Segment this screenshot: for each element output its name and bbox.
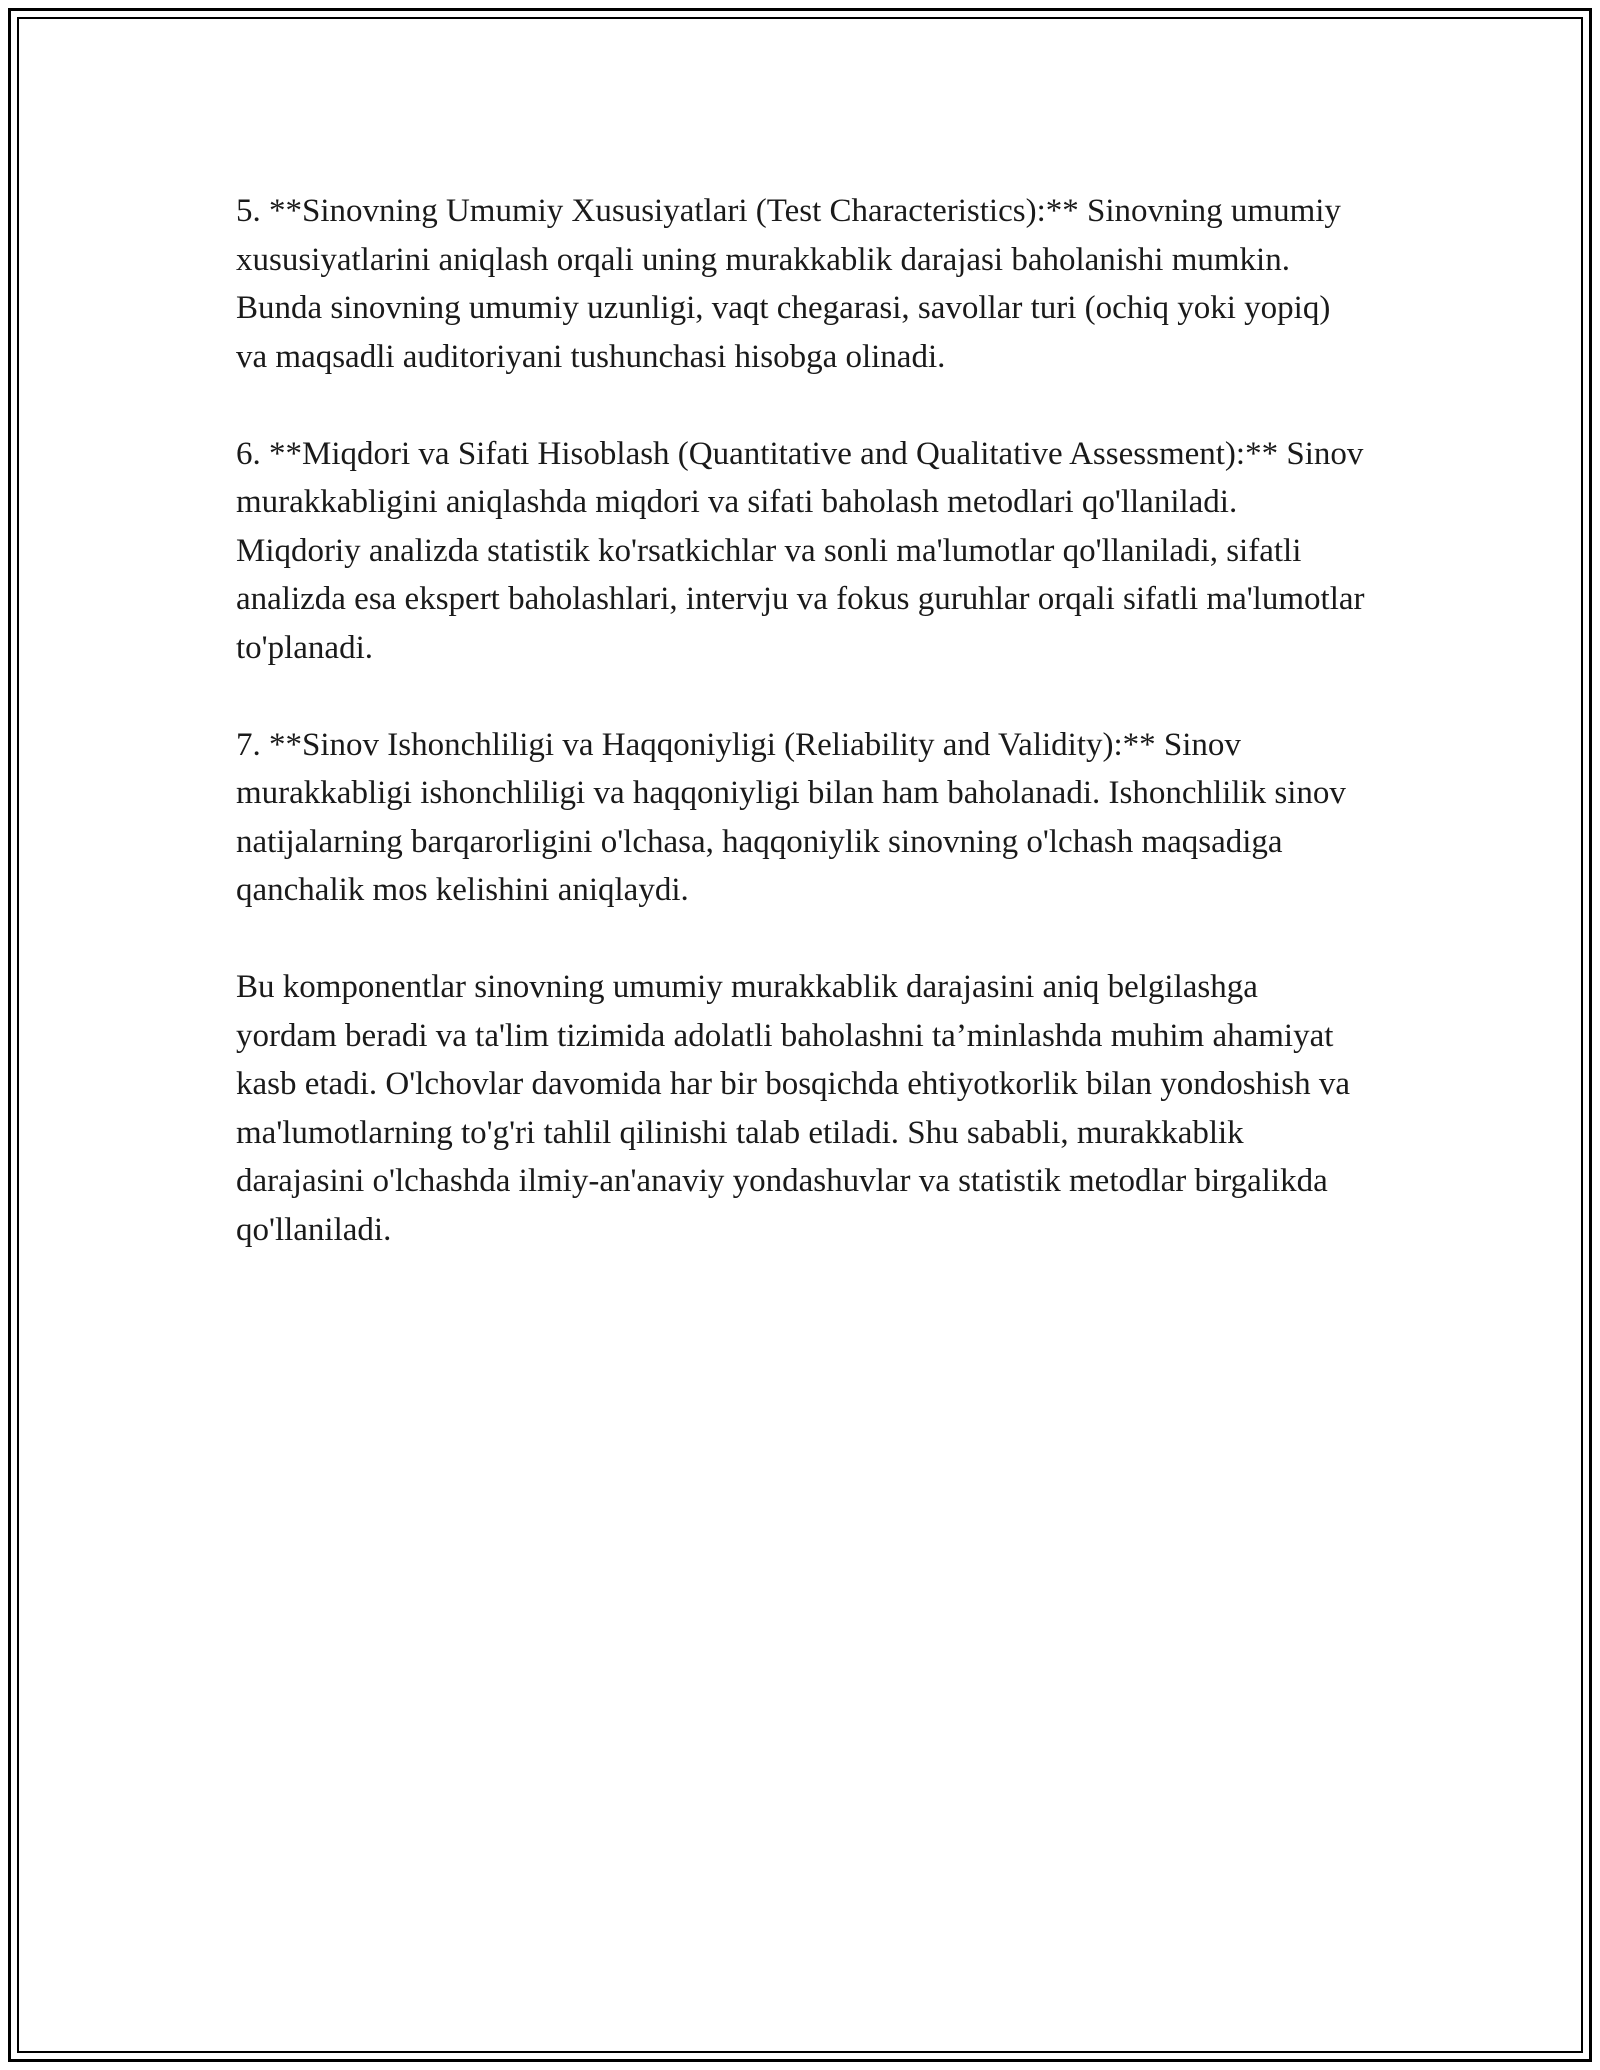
paragraph-test-characteristics: 5. **Sinovning Umumiy Xususiyatlari (Test Characteristics):** Sinovning umumiy xususiyatlarini aniqlash orqali uning murakkablik darajasi baholanishi mumkin. Bunda sinovning umumiy uzunligi, vaqt chegarasi, savollar turi (ochiq yoki yopiq) va maqsadli auditoriyani tushunchasi hisobga olinadi. — [236, 193, 1341, 375]
document-body — [236, 187, 1366, 1254]
paragraph-quantitative-qualitative: 6. **Miqdori va Sifati Hisoblash (Quantitative and Qualitative Assessment):** Sinov murakkabligini aniqlashda miqdori va sifati baholash metodlari qo'llaniladi. Miqdoriy analizda statistik ko'rsatkichlar va sonli ma'lumotlar qo'llaniladi, sifatli analizda esa ekspert baholashlari, intervju va fokus guruhlar orqali sifatli ma'lumotlar to'planadi. — [236, 435, 1365, 666]
paragraph-reliability-validity: 7. **Sinov Ishonchliligi va Haqqoniyligi (Reliability and Validity):** Sinov murakkabligi ishonchliligi va haqqoniyligi bilan ham baholanadi. Ishonchlilik sinov natijalarning barqarorligini o'lchasa, haqqoniylik sinovning o'lchash maqsadiga qanchalik mos kelishini aniqlaydi. — [236, 726, 1346, 908]
paragraph-conclusion: Bu komponentlar sinovning umumiy murakkablik darajasini aniq belgilashga yordam beradi va ta'lim tizimida adolatli baholashni ta’minlashda muhim ahamiyat kasb etadi. O'lchovlar davomida har bir bosqichda ehtiyotkorlik bilan yondoshish va ma'lumotlarning to'g'ri tahlil qilinishi talab etiladi. Shu sababli, murakkablik darajasini o'lchashda ilmiy-an'anaviy yondashuvlar va statistik metodlar birgalikda qo'llaniladi. — [236, 969, 1350, 1248]
